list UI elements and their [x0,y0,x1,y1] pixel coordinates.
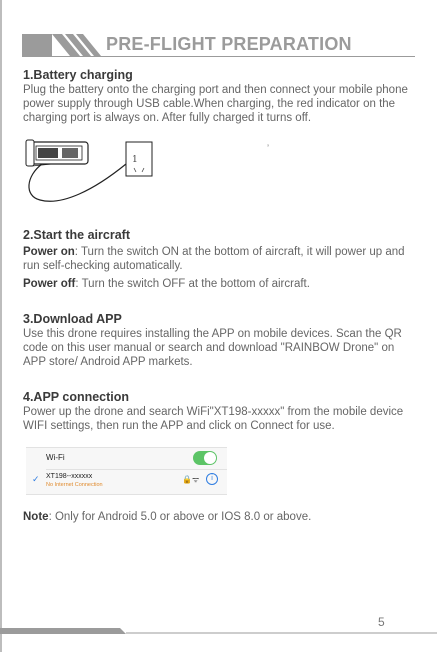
network-name[interactable]: XT198--xxxxxx [46,473,93,480]
power-off-label: Power off [23,278,76,290]
download-text: Use this drone requires installing the APP on mobile devices. Scan the QR code on this user manual or search and download "RAINBOW Drone" on APP store/ Android APP markets. [23,328,402,368]
connection-section [23,389,418,433]
battery-heading: 1.Battery charging [23,68,133,82]
power-on-label: Power on [23,246,75,258]
wifi-divider [46,469,227,470]
battery-illustration [26,140,88,166]
stray-mark: ’ [267,143,269,153]
charging-diagram [22,134,162,206]
note-paragraph [23,510,418,524]
download-heading: 3.Download APP [23,312,122,326]
connection-heading: 4.APP connection [23,390,130,404]
usb-cable [29,164,126,201]
checkmark-icon: ✓ [32,474,40,484]
wifi-signal-icon: ᯤ [192,475,200,484]
footer-rule [0,628,437,634]
network-status: No Internet Connection [46,482,103,488]
page-number: 5 [378,615,385,629]
socket-label: 1 [132,155,138,165]
header-underline [22,56,415,57]
page-header [22,32,417,58]
power-on-paragraph [23,245,418,273]
battery-section [23,67,418,125]
wifi-toggle[interactable] [193,451,217,465]
wifi-toggle-knob [204,452,216,464]
power-off-paragraph [23,277,418,291]
battery-text: Plug the battery onto the charging port and then connect your mobile phone power supply through USB cable.When charging, the red indicator on the charging port is always on. After fully charged it turns off. [23,84,408,124]
wall-socket-icon [126,142,152,176]
download-section [23,311,418,369]
power-off-text: : Turn the switch OFF at the bottom of aircraft. [75,278,310,290]
connection-text: Power up the drone and search WiFi"XT198-xxxxx" from the mobile device WIFI settings, then run the APP and click on Connect for use. [23,406,404,432]
aircraft-section [23,227,418,291]
header-stripes-graphic [22,34,102,56]
note-section [23,510,418,524]
page-title: PRE-FLIGHT PREPARATION [106,34,352,54]
wifi-title: Wi-Fi [46,453,65,462]
aircraft-heading: 2.Start the aircraft [23,228,130,242]
note-label: Note [23,511,49,523]
power-on-text: : Turn the switch ON at the bottom of aircraft, it will power up and run self-checking automatically. [23,246,405,272]
left-margin-rule [0,0,2,652]
info-icon[interactable]: i [206,473,218,485]
lock-icon: 🔒 [182,475,192,484]
wifi-settings-panel [26,447,227,495]
note-text: : Only for Android 5.0 or above or IOS 8.0 or above. [48,511,312,523]
